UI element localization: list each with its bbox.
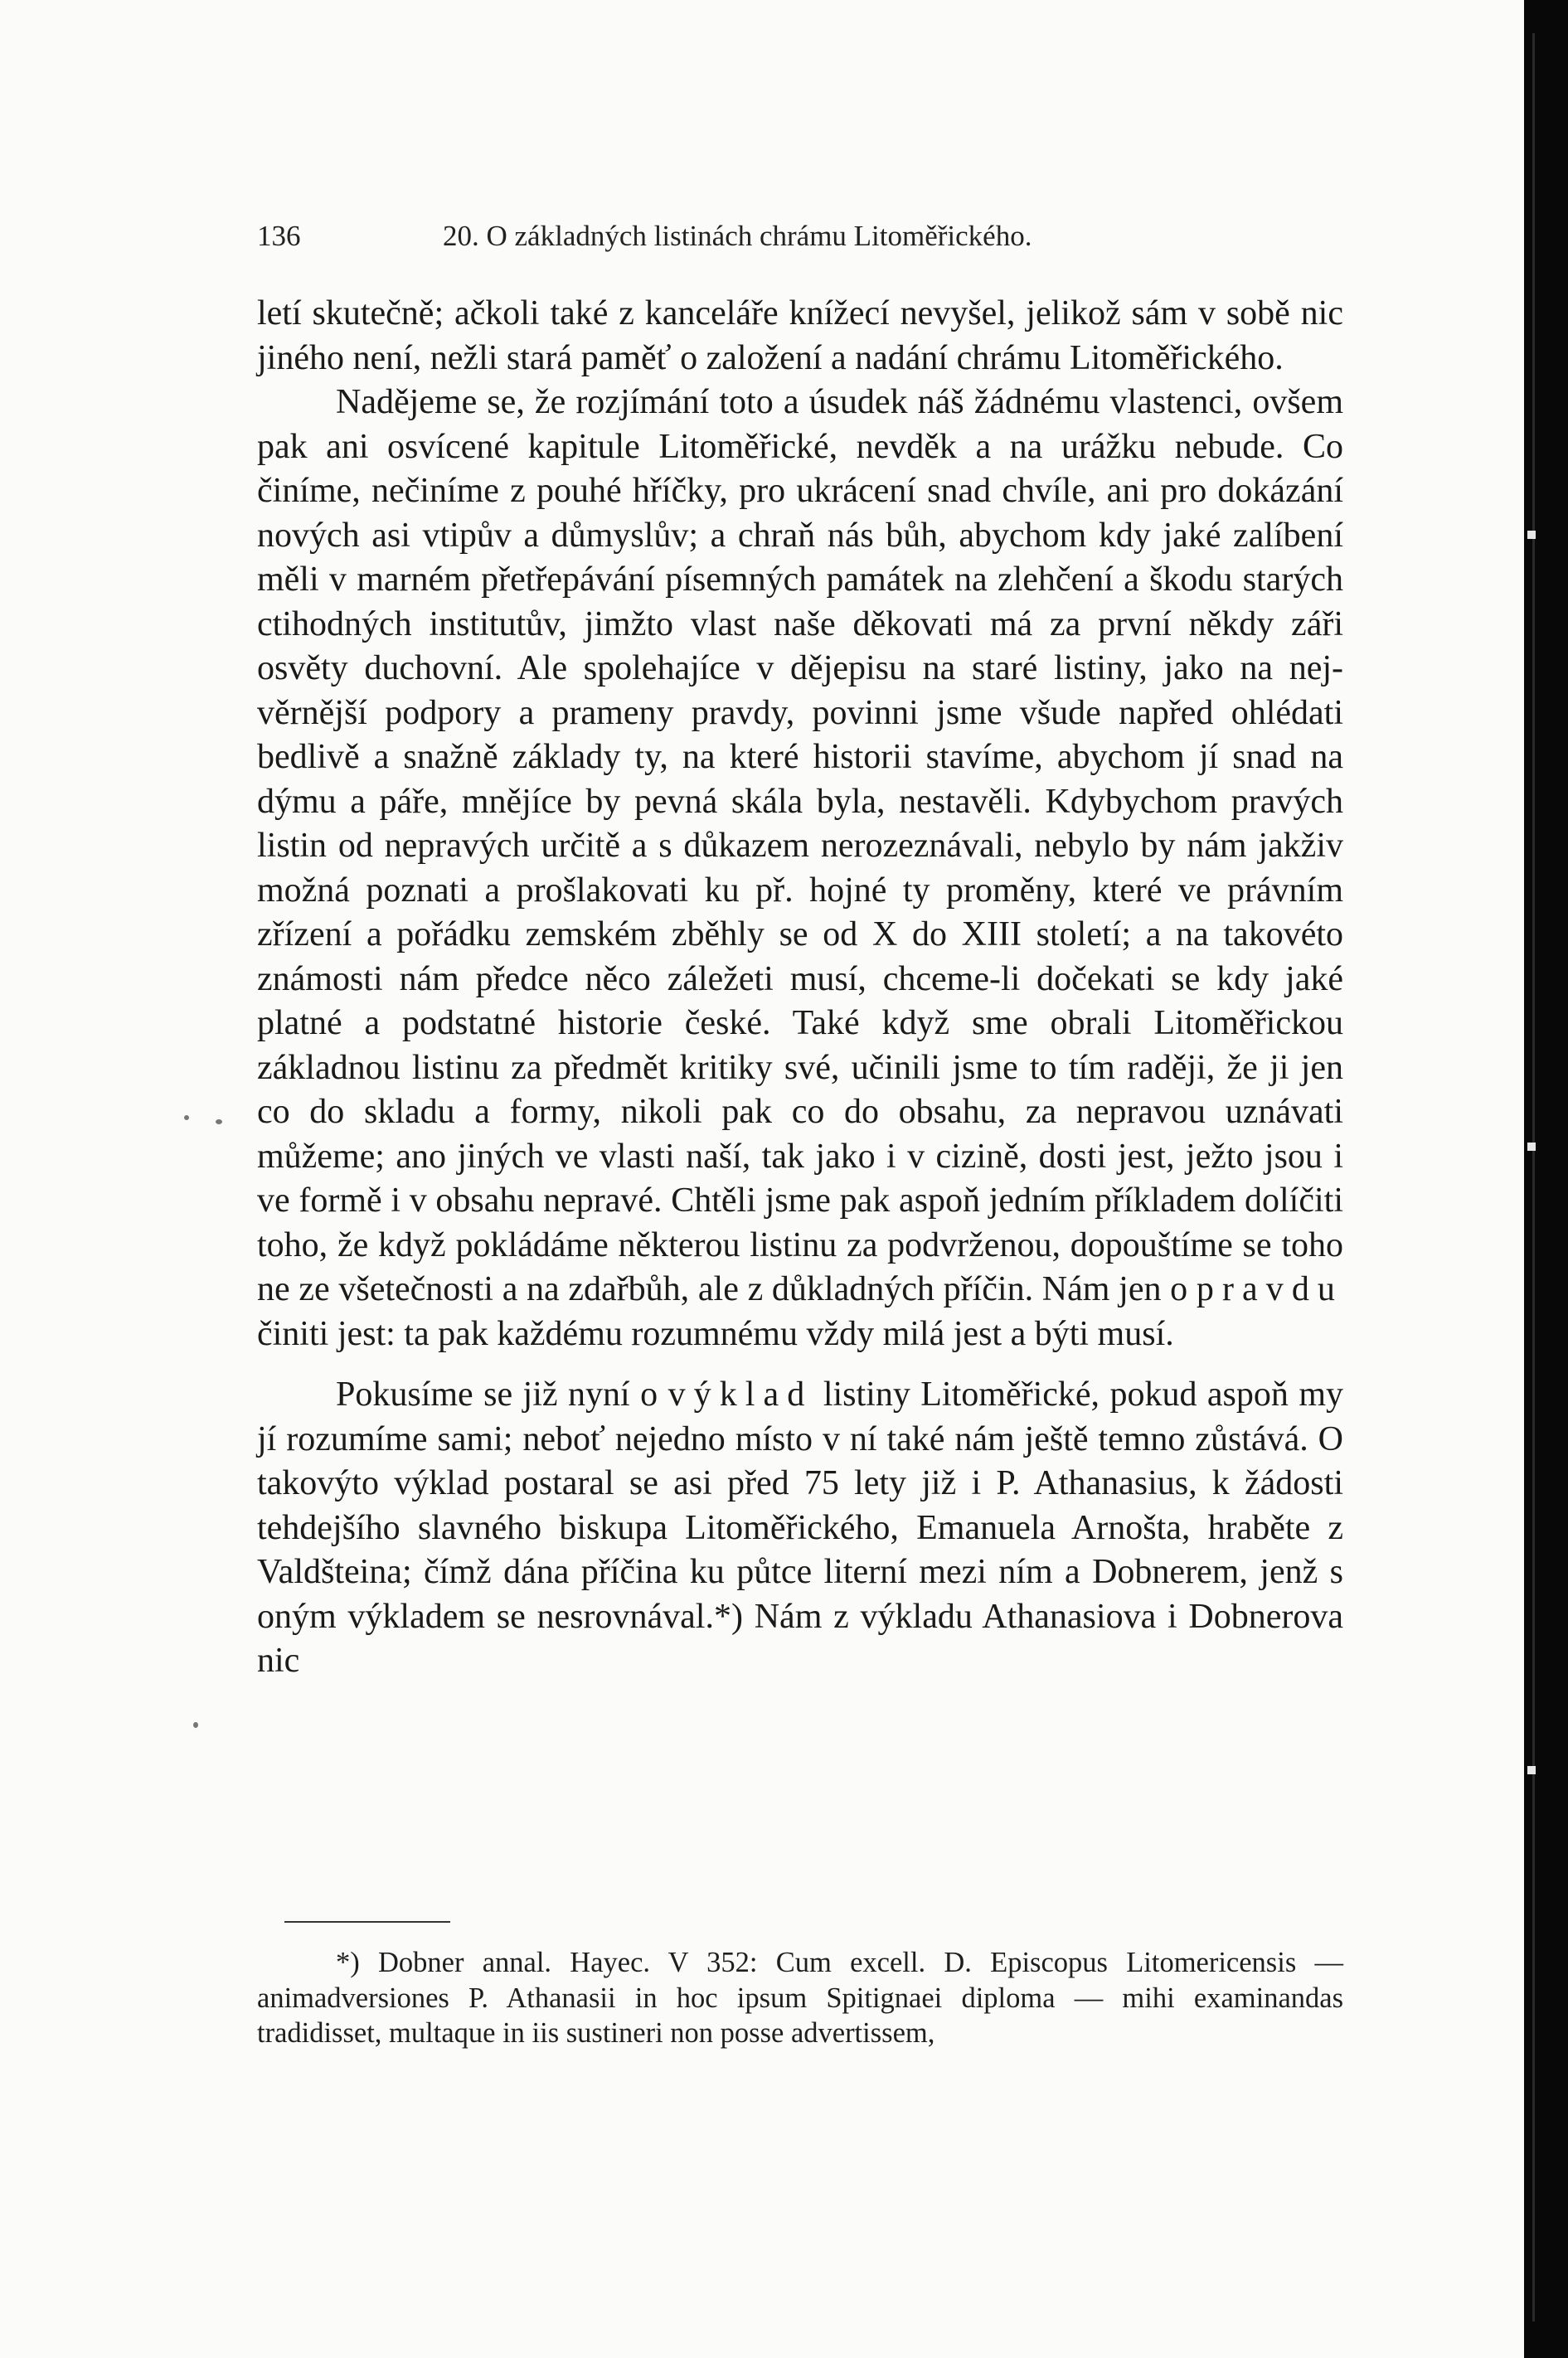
- paragraph-1: letí skutečně; ačkoli také z kanceláře knížecí nevyšel, jelikož sám v sobě nic jiného není, nežli stará paměť o založení a nadání chrámu Litoměřického.: [257, 294, 1343, 377]
- scan-border: [1524, 0, 1568, 2358]
- footnote-area: [257, 1945, 1343, 2051]
- page-number: 136: [257, 220, 301, 252]
- running-title: 20. O základných listinách chrámu Litoměřického.: [443, 220, 1032, 252]
- spaced-word-pravdu: pravdu: [1196, 1270, 1344, 1308]
- border-mark: [1527, 531, 1536, 539]
- border-mark: [1527, 1143, 1536, 1151]
- scan-speck: [193, 1722, 198, 1728]
- paragraph-3-part-a: Pokusíme se již nyní o: [336, 1376, 658, 1414]
- paragraph-2-part-b: činiti jest: ta pak každému rozumnému vždy milá jest a býti musí.: [257, 1314, 1174, 1353]
- paragraph-2-part-a: Nadějeme se, že rozjímání toto a úsudek náš žádnému vlastenci, ovšem pak ani osvícené kapitule Litoměřické, nevděk a na urážku nebude. Co činíme, nečiníme z pouhé hříčky, pro ukrácení snad chvíle, ani pro dokázání nových asi vtipův a důmyslův; a chraň nás bůh, abychom kdy jaké zalíbení měli v marném přetřepávání písemných památek na zlehčení a škodu starých ctihodných institutův, jimžto vlast naše děkovati má za první někdy záři osvěty duchovní. Ale spolehajíce v dějepisu na staré listiny, jako na nejvěrnější podpory a prameny pravdy, povinni jsme všude napřed ohlédati bedlivě a snažně základy ty, na které historii stavíme, abychom jí snad na dýmu a páře, mnějíce by pevná skála byla, nestavěli. Kdybychom pravých listin od nepravých určitě a s důkazem nerozeznávali, nebylo by nám jakživ možná poznati a prošlakovati ku př. hojné ty proměny, které ve právním zřízení a pořádku zemském zběhly se od X do XIII století; a na takovéto známosti nám předce něco záležeti musí, chceme-li dočekati se kdy jaké platné a podstatné historie české. Také když sme obrali Litoměřickou základnou listinu za předmět kritiky své, učinili jsme to tím raději, že ji jen co do skladu a formy, nikoli pak co do obsahu, za nepravou uznávati můžeme; ano jiných ve vlasti naší, tak jako i v cizině, dosti jest, ježto jsou i ve formě i v obsahu nepravé. Chtěli jsme pak aspoň jedním příkladem dolíčiti toho, že když pokládáme některou listinu za podvrženou, dopouštíme se toho ne ze všetečnosti a na zdařbůh, ale z důkladných příčin. Nám jen o: [257, 383, 1343, 1308]
- paragraph-3-part-b: listiny Litoměřické, pokud aspoň my jí rozumíme sami; neboť nejedno místo v ní také nám ještě temno zůstává. O takovýto výklad postaral se asi před 75 lety již i P. Athanasius, k žádosti tehdejšího slavného biskupa Litoměřického, Emanuela Arnošta, hraběte z Valdšteina; čímž dána příčina ku půtce literní mezi ním a Dobnerem, jenž s oným výkladem se nesrovnával.*) Nám z výkladu Athanasiova i Dobnerova nic: [257, 1376, 1344, 1680]
- scan-speck: [184, 1115, 189, 1120]
- main-text: [257, 292, 1343, 1684]
- scan-speck: [216, 1119, 222, 1124]
- footnote-divider: [284, 1921, 450, 1923]
- footnote: *) Dobner annal. Hayec. V 352: Cum excell. D. Episcopus Litomericensis — animadversiones P. Athanasii in hoc ipsum Spitignaei diploma — mihi examinandas tradidisset, multaque in iis sustineri non posse advertissem,: [257, 1947, 1343, 2049]
- paragraph-3: [257, 1373, 1343, 1684]
- spaced-word-vyklad: výklad: [667, 1376, 813, 1414]
- border-rule: [1532, 33, 1535, 2322]
- paragraph-2: [257, 381, 1343, 1356]
- border-mark: [1527, 1766, 1536, 1774]
